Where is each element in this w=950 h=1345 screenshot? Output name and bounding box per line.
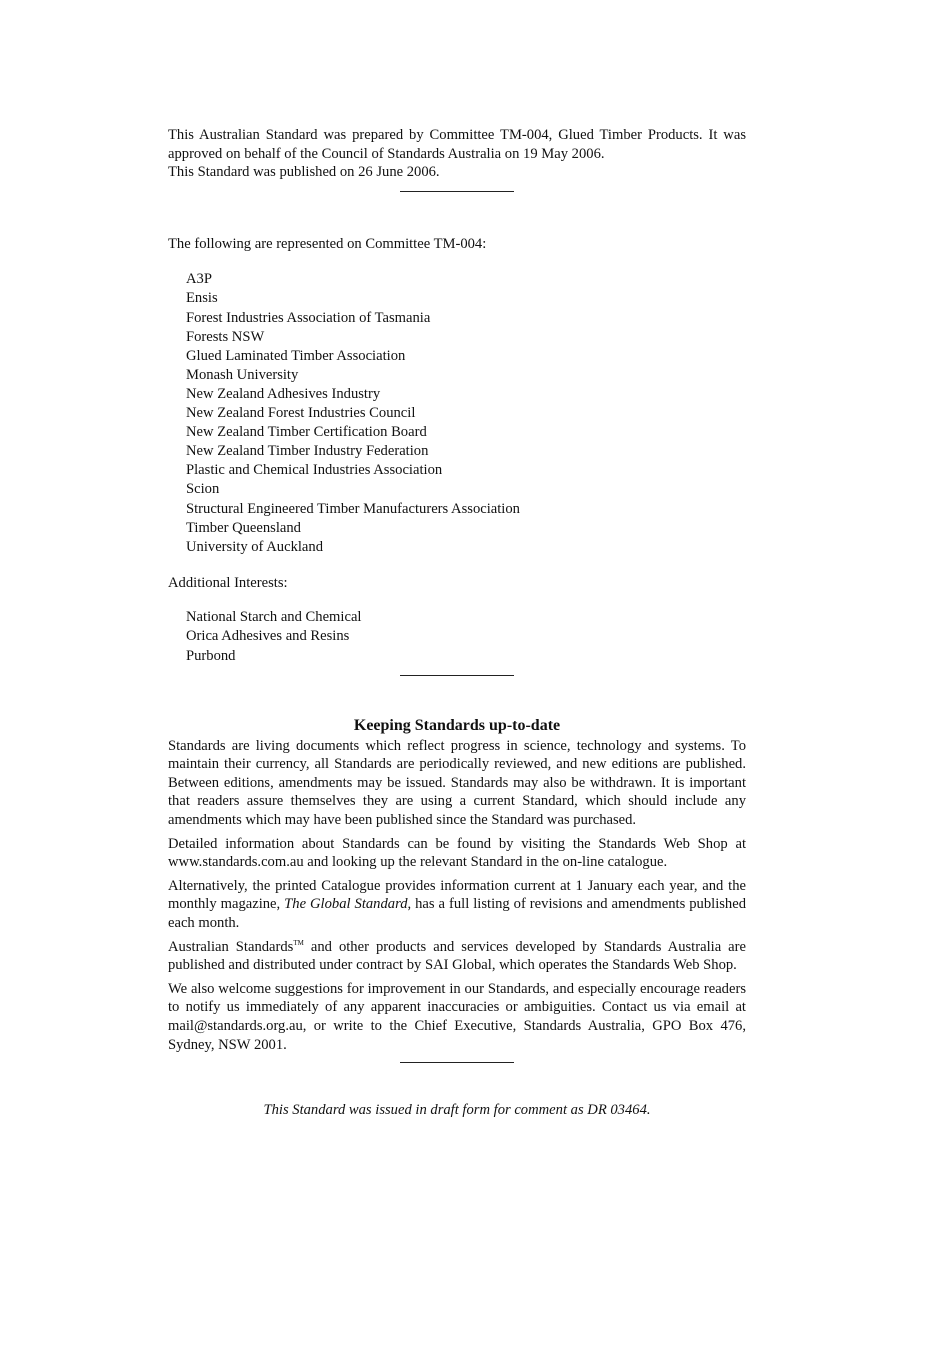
committee-member-list [168, 270, 746, 556]
committee-intro: The following are represented on Committee TM-004: [168, 235, 487, 252]
committee-member: Ensis [186, 290, 218, 307]
sai-global-paragraph [168, 938, 746, 975]
trademark-mark: TM [293, 938, 304, 947]
committee-member: A3P [186, 271, 212, 288]
committee-member: New Zealand Adhesives Industry [186, 385, 381, 402]
feedback-paragraph: We also welcome suggestions for improvement in our Standards, and especially encourage readers to notify us immediately of any apparent inaccuracies or ambiguities. Contact us via email at mail@standards.org.au, or write to the Chief Executive, Standards Australia, GPO Box 476, Sydney, NSW 2001. [168, 980, 746, 1053]
keeping-standards-heading: Keeping Standards up-to-date [353, 716, 561, 734]
magazine-title: The Global Standard [284, 896, 408, 913]
committee-member: New Zealand Forest Industries Council [186, 405, 416, 422]
committee-member: Forest Industries Association of Tasmania [186, 309, 431, 326]
committee-member: New Zealand Timber Certification Board [186, 424, 427, 441]
section-divider [400, 1062, 514, 1063]
additional-interest: National Starch and Chemical [186, 609, 362, 626]
approval-statement: This Australian Standard was prepared by Committee TM-004, Glued Timber Products. It was approved on behalf of the Council of Standards Australia on 19 May 2006. [168, 127, 746, 162]
web-shop-paragraph: Detailed information about Standards can be found by visiting the Standards Web Shop at www.standards.com.au and looking up the relevant Standard in the on-line catalogue. [168, 835, 746, 871]
committee-member: Structural Engineered Timber Manufacturers Association [186, 500, 520, 517]
publication-date-statement: This Standard was published on 26 June 2006. [168, 164, 440, 181]
additional-interest: Purbond [186, 647, 236, 664]
committee-member: Scion [186, 481, 220, 498]
committee-member: Forests NSW [186, 328, 265, 345]
additional-interests-list [168, 608, 746, 665]
committee-member: Plastic and Chemical Industries Association [186, 462, 443, 479]
brand-name: Australian Standards [168, 938, 294, 955]
committee-member: New Zealand Timber Industry Federation [186, 443, 429, 460]
committee-member: University of Auckland [186, 538, 323, 555]
catalogue-paragraph [168, 877, 746, 933]
document-page [168, 126, 746, 1134]
section-divider [400, 191, 514, 192]
draft-note: This Standard was issued in draft form for comment as DR 03464. [263, 1102, 651, 1119]
committee-member: Timber Queensland [186, 519, 301, 536]
section-divider [400, 675, 514, 676]
living-documents-paragraph: Standards are living documents which reflect progress in science, technology and systems. To maintain their currency, all Standards are periodically reviewed, and new editions are published. Between editions, amendments may be issued. Standards may also be withdrawn. It is important that readers assure themselves they are using a current Standard, which should include any amendments which may have been published since the Standard was purchased. [168, 737, 746, 829]
additional-interest: Orica Adhesives and Resins [186, 628, 350, 645]
additional-interests-heading: Additional Interests: [168, 574, 288, 591]
catalogue-text-end: , has a full listing of revisions and amendments published each month. [168, 896, 746, 931]
committee-member: Monash University [186, 366, 299, 383]
committee-member: Glued Laminated Timber Association [186, 347, 406, 364]
sai-global-text: and other products and services developed by Standards Australia are published and distributed under contract by SAI Global, which operates the Standards Web Shop. [168, 938, 746, 974]
catalogue-text-start: Alternatively, the printed Catalogue provides information current at 1 January each year, and the monthly magazine, [168, 877, 746, 913]
